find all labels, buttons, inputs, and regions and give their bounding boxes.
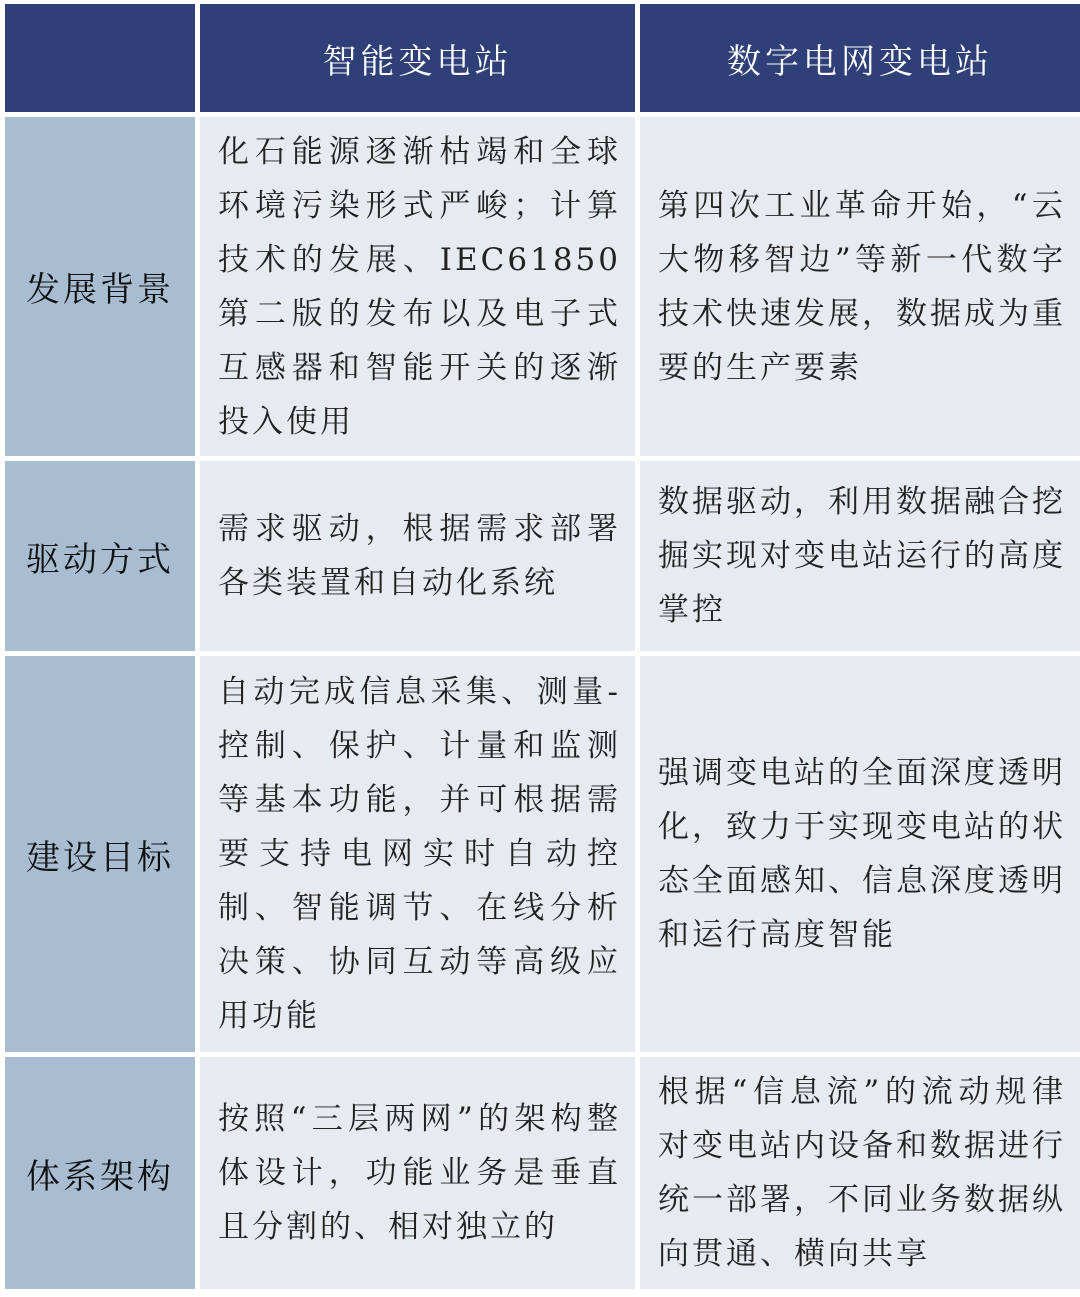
- smart-architecture-text: 按照“三层两网”的架构整体设计，功能业务是垂直且分割的、相对独立的: [218, 1101, 621, 1245]
- digital-background-cell: [640, 117, 1080, 456]
- smart-architecture-cell: [200, 1057, 635, 1289]
- smart-drive-mode-text: 需求驱动，根据需求部署各类装置和自动化系统: [218, 511, 621, 601]
- row-label-architecture: 体系架构: [5, 1057, 195, 1289]
- digital-architecture-cell: [640, 1057, 1080, 1289]
- smart-drive-mode-cell: [200, 461, 635, 651]
- digital-drive-mode-cell: [640, 461, 1080, 651]
- header-corner-cell: [5, 4, 195, 112]
- digital-architecture-text: 根据“信息流”的流动规律对变电站内设备和数据进行统一部署，不同业务数据纵向贯通、横向共享: [658, 1074, 1066, 1272]
- smart-background-text: 化石能源逐渐枯竭和全球环境污染形式严峻；计算技术的发展、IEC61850第二版的发布以及电子式互感器和智能开关的逐渐投入使用: [218, 133, 621, 440]
- digital-drive-mode-text: 数据驱动，利用数据融合挖掘实现对变电站运行的高度掌控: [658, 484, 1066, 628]
- smart-construction-goal-cell: [200, 656, 635, 1052]
- digital-construction-goal-cell: [640, 656, 1080, 1052]
- row-label-construction-goal: 建设目标: [5, 656, 195, 1052]
- smart-construction-goal-text: 自动完成信息采集、测量-控制、保护、计量和监测等基本功能，并可根据需要支持电网实时自动控制、智能调节、在线分析决策、协同互动等高级应用功能: [218, 674, 621, 1034]
- row-label-background: 发展背景: [5, 117, 195, 456]
- digital-construction-goal-text: 强调变电站的全面深度透明化，致力于实现变电站的状态全面感知、信息深度透明和运行高度智能: [658, 755, 1066, 953]
- smart-background-cell: [200, 117, 635, 456]
- header-smart-substation: 智能变电站: [200, 4, 635, 112]
- header-digital-grid-substation: 数字电网变电站: [640, 4, 1080, 112]
- digital-background-text: 第四次工业革命开始，“云大物移智边”等新一代数字技术快速发展，数据成为重要的生产要素: [658, 187, 1066, 386]
- row-label-drive-mode: 驱动方式: [5, 461, 195, 651]
